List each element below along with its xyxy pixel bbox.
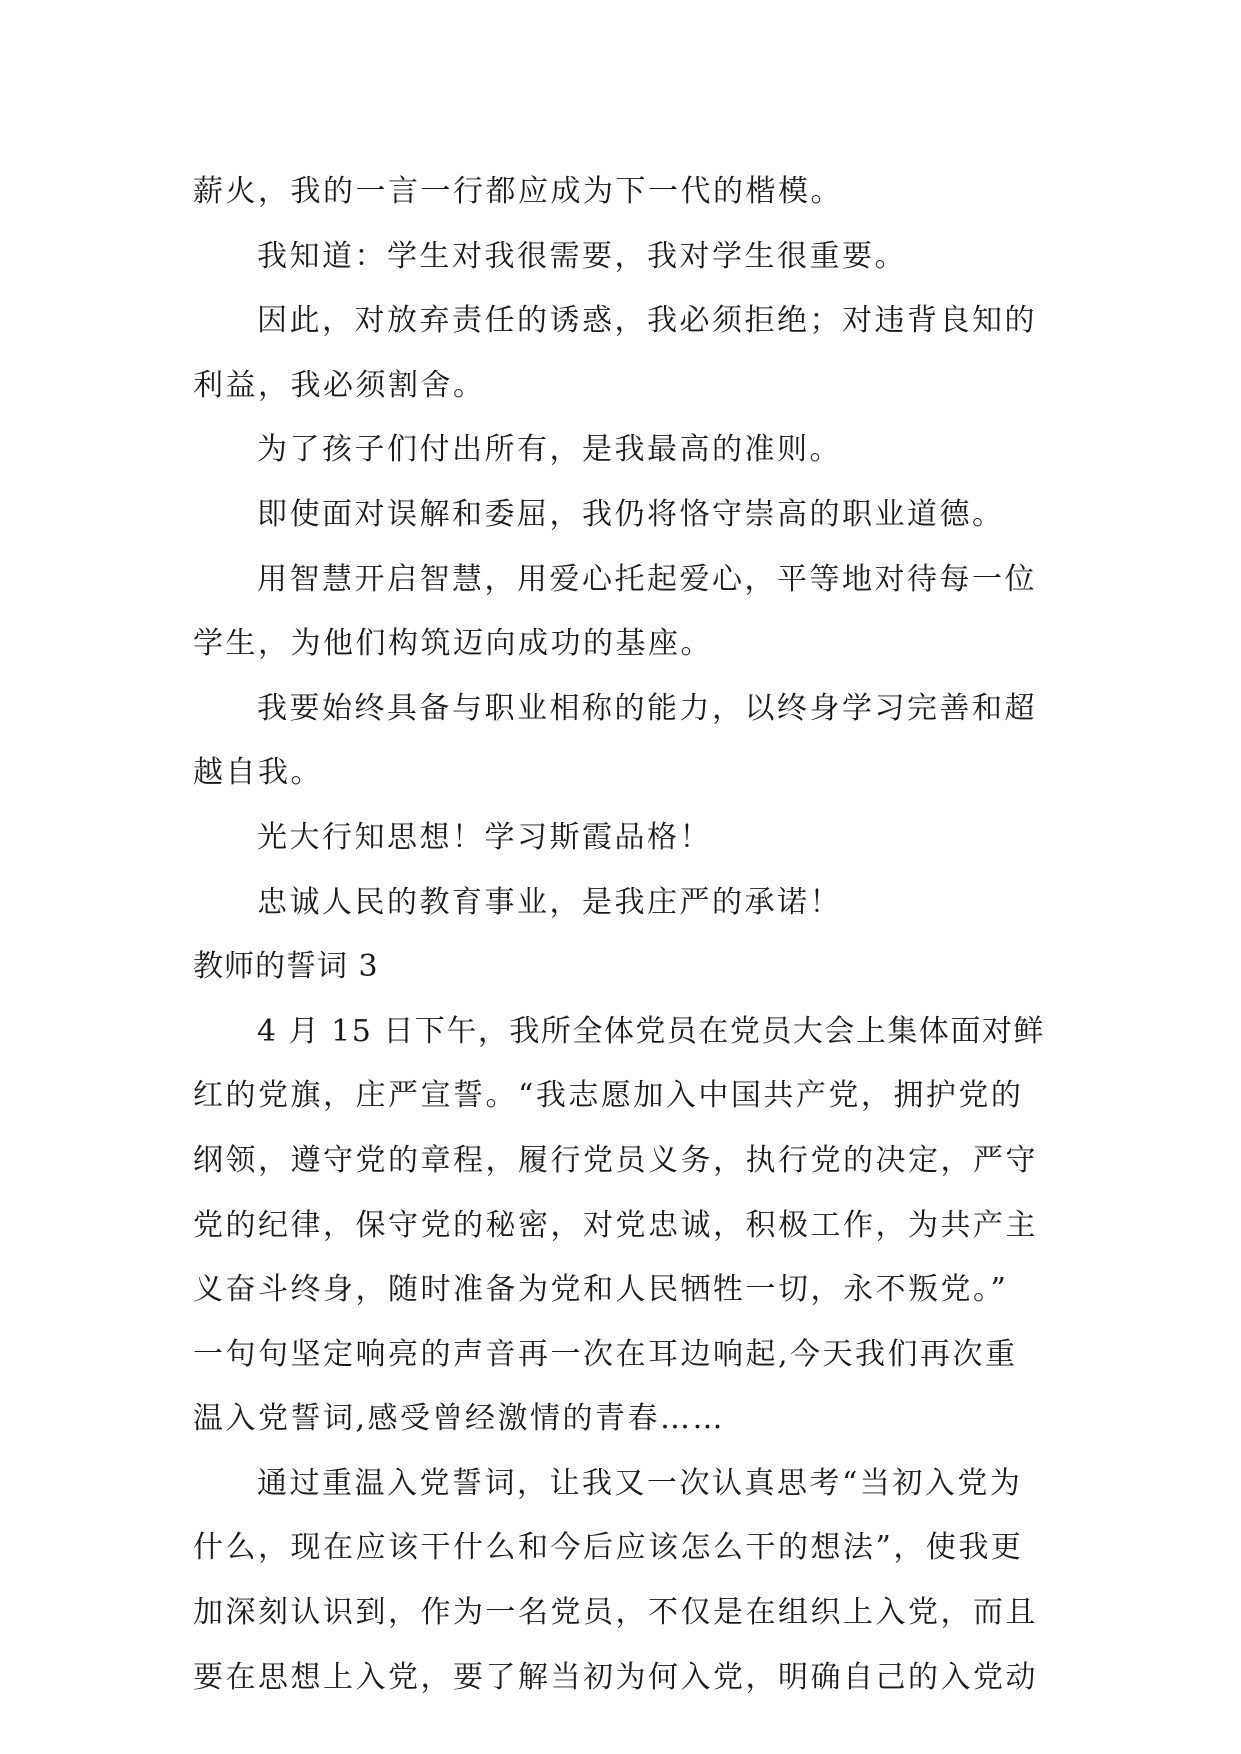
- section-heading: 教师的誓词 3: [193, 949, 379, 985]
- paragraph-line: 即使面对误解和委屈，我仍将恪守崇高的职业道德。: [257, 496, 1005, 532]
- paragraph-line: 要在思想上入党，要了解当初为何入党，明确自己的入党动: [193, 1659, 1038, 1695]
- paragraph-line: 为了孩子们付出所有，是我最高的准则。: [257, 432, 842, 468]
- paragraph-line: 学生，为他们构筑迈向成功的基座。: [193, 626, 713, 662]
- paragraph-line: 通过重温入党誓词，让我又一次认真思考“当初入党为: [257, 1465, 1023, 1501]
- paragraph-line: 4 月 15 日下午，我所全体党员在党员大会上集体面对鲜: [257, 1013, 1045, 1049]
- paragraph-line: 用智慧开启智慧，用爱心托起爱心，平等地对待每一位: [257, 561, 1037, 597]
- paragraph-line: 党的纪律，保守党的秘密，对党忠诚，积极工作，为共产主: [193, 1207, 1038, 1243]
- paragraph-line: 越自我。: [193, 755, 323, 791]
- paragraph-line: 红的党旗，庄严宣誓。“我志愿加入中国共产党，拥护党的: [193, 1078, 1024, 1114]
- paragraph-line: 因此，对放弃责任的诱惑，我必须拒绝；对违背良知的: [257, 303, 1037, 339]
- paragraph-line: 一句句坚定响亮的声音再一次在耳边响起,今天我们再次重: [193, 1336, 1018, 1372]
- paragraph-line: 温入党誓词,感受曾经激情的青春……: [193, 1401, 726, 1437]
- paragraph-line: 我要始终具备与职业相称的能力，以终身学习完善和超: [257, 690, 1037, 726]
- paragraph-line: 加深刻认识到，作为一名党员，不仅是在组织上入党，而且: [193, 1595, 1038, 1631]
- paragraph-line: 义奋斗终身，随时准备为党和人民牺牲一切，永不叛党。”: [193, 1272, 1009, 1308]
- paragraph-line: 忠诚人民的教育事业，是我庄严的承诺！: [257, 884, 842, 920]
- paragraph-line: 光大行知思想！学习斯霞品格！: [257, 819, 712, 855]
- paragraph-line: 什么，现在应该干什么和今后应该怎么干的想法”，使我更: [193, 1530, 1024, 1566]
- paragraph-line: 利益，我必须割舍。: [193, 367, 486, 403]
- paragraph-line: 薪火，我的一言一行都应成为下一代的楷模。: [193, 174, 843, 209]
- document-body: [193, 160, 1051, 1710]
- paragraph-line: 我知道：学生对我很需要，我对学生很重要。: [257, 238, 907, 274]
- paragraph-line: 纲领，遵守党的章程，履行党员义务，执行党的决定，严守: [193, 1142, 1038, 1178]
